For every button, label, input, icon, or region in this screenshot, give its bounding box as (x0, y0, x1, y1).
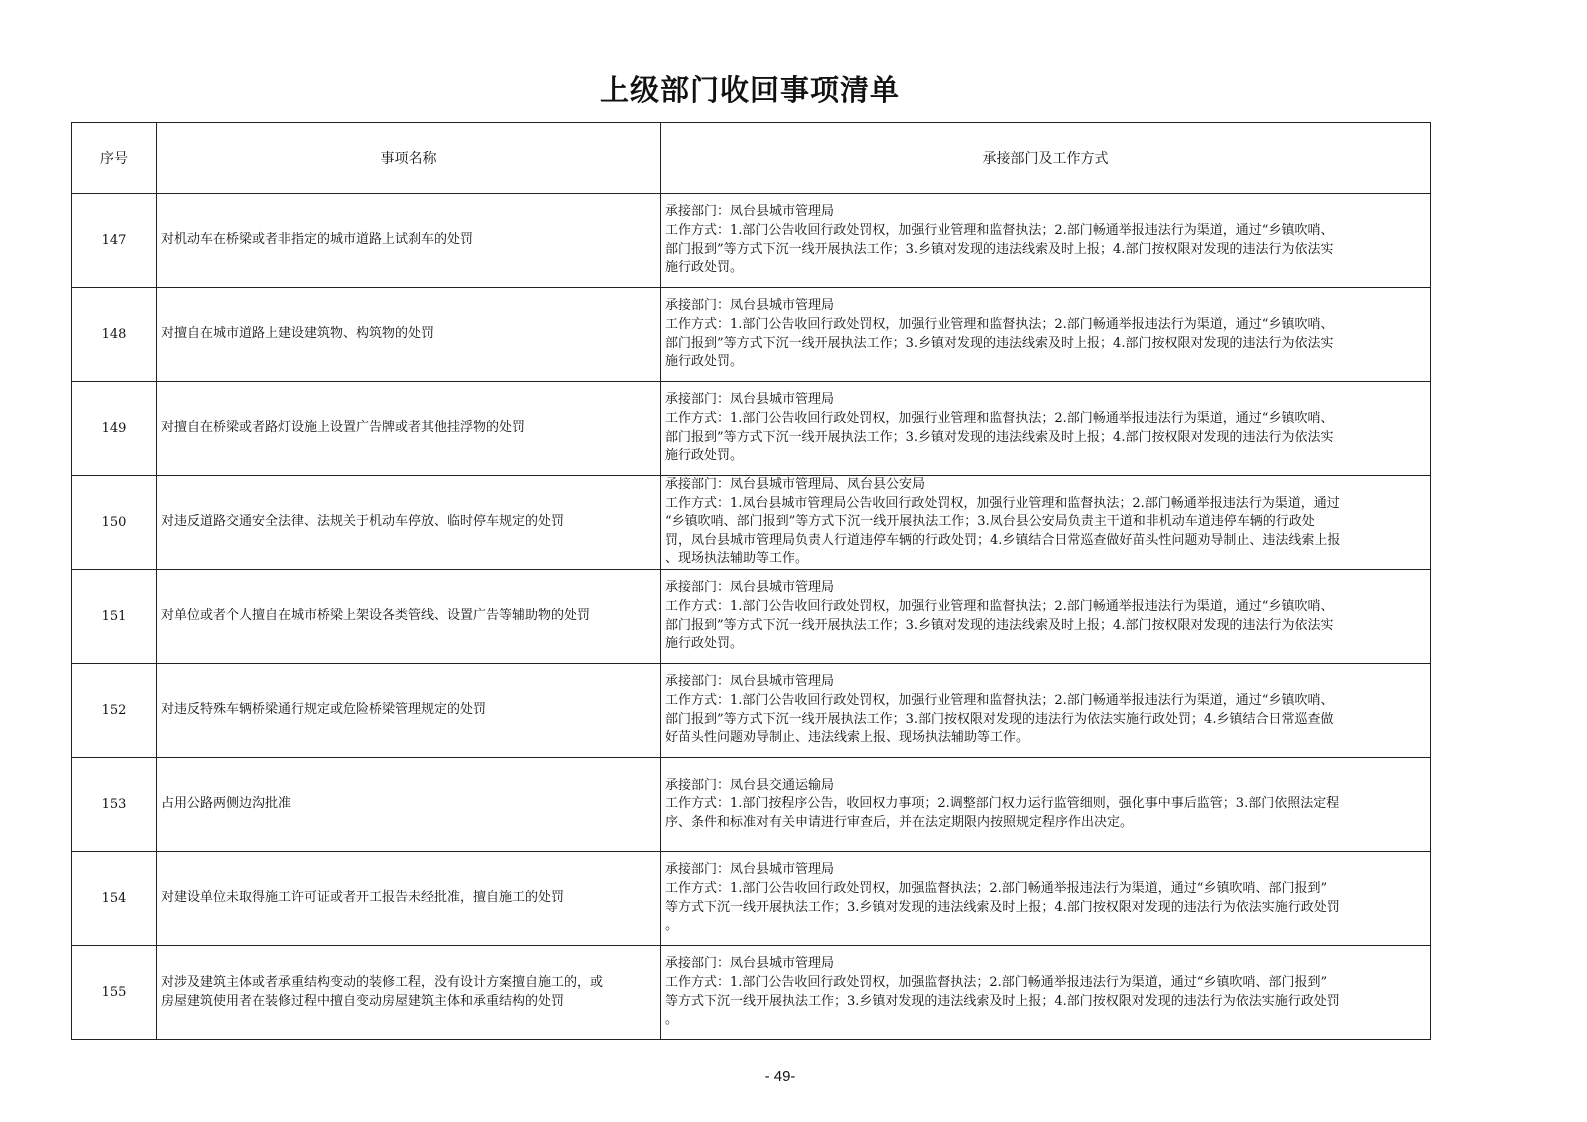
item-name-cell (157, 476, 661, 570)
department-method-cell (661, 758, 1431, 852)
table-row (72, 194, 1431, 288)
department-method-cell (661, 476, 1431, 570)
work-method-line: 工作方式：1.部门公告收回行政处罚权，加强监督执法；2.部门畅通举报违法行为渠道，通过“乡镇吹哨、部门报到” (665, 974, 1328, 990)
department-method-cell (661, 570, 1431, 664)
item-name-line: 对违反道路交通安全法律、法规关于机动车停放、临时停车规定的处罚 (161, 514, 565, 530)
work-method-line: 工作方式：1.部门公告收回行政处罚权，加强行业管理和监督执法；2.部门畅通举报违法行为渠道，通过“乡镇吹哨、 (665, 316, 1334, 332)
items-table (71, 122, 1431, 1040)
header-item-name: 事项名称 (157, 123, 661, 194)
department-line: 承接部门：凤台县城市管理局 (665, 674, 835, 690)
table-row (72, 570, 1431, 664)
table-header-row (72, 123, 1431, 194)
serial-number-cell: 153 (72, 758, 157, 852)
serial-number-cell: 148 (72, 288, 157, 382)
department-method-cell (661, 382, 1431, 476)
header-department-method: 承接部门及工作方式 (661, 123, 1431, 194)
work-method-line: 。 (665, 1012, 679, 1028)
work-method-line: 等方式下沉一线开展执法工作；3.乡镇对发现的违法线索及时上报；4.部门按权限对发现的违法行为依法实施行政处罚 (665, 993, 1340, 1009)
header-serial-number: 序号 (72, 123, 157, 194)
table-row (72, 758, 1431, 852)
table-row (72, 664, 1431, 758)
work-method-line: 施行政处罚。 (665, 636, 744, 652)
work-method-line: 工作方式：1.部门公告收回行政处罚权，加强行业管理和监督执法；2.部门畅通举报违法行为渠道，通过“乡镇吹哨、 (665, 692, 1334, 708)
item-name-line: 对单位或者个人擅自在城市桥梁上架设各类管线、设置广告等辅助物的处罚 (161, 608, 591, 624)
item-name-line: 对擅自在城市道路上建设建筑物、构筑物的处罚 (161, 326, 435, 342)
item-name-line: 房屋建筑使用者在装修过程中擅自变动房屋建筑主体和承重结构的处罚 (161, 993, 565, 1009)
serial-number-cell: 155 (72, 946, 157, 1040)
serial-number-cell: 154 (72, 852, 157, 946)
item-name-cell (157, 194, 661, 288)
work-method-line: 、现场执法辅助等工作。 (665, 551, 809, 567)
item-name-line: 对机动车在桥梁或者非指定的城市道路上试刹车的处罚 (161, 232, 474, 248)
work-method-line: 工作方式：1.凤台县城市管理局公告收回行政处罚权，加强行业管理和监督执法；2.部门畅通举报违法行为渠道，通过 (665, 495, 1340, 511)
work-method-line: 部门报到”等方式下沉一线开展执法工作；3.乡镇对发现的违法线索及时上报；4.部门按权限对发现的违法行为依法实 (665, 241, 1334, 257)
work-method-line: 序、条件和标准对有关申请进行审查后，并在法定期限内按照规定程序作出决定。 (665, 814, 1134, 830)
work-method-line: 部门报到”等方式下沉一线开展执法工作；3.乡镇对发现的违法线索及时上报；4.部门按权限对发现的违法行为依法实 (665, 335, 1334, 351)
table-row (72, 946, 1431, 1040)
work-method-line: 罚，凤台县城市管理局负责人行道违停车辆的行政处罚；4.乡镇结合日常巡查做好苗头性问题劝导制止、违法线索上报 (665, 532, 1341, 548)
department-line: 承接部门：凤台县城市管理局 (665, 392, 835, 408)
item-name-line: 对擅自在桥梁或者路灯设施上设置广告牌或者其他挂浮物的处罚 (161, 420, 526, 436)
work-method-line: 工作方式：1.部门公告收回行政处罚权，加强监督执法；2.部门畅通举报违法行为渠道，通过“乡镇吹哨、部门报到” (665, 880, 1328, 896)
item-name-cell (157, 852, 661, 946)
department-method-cell (661, 288, 1431, 382)
work-method-line: 工作方式：1.部门公告收回行政处罚权，加强行业管理和监督执法；2.部门畅通举报违法行为渠道，通过“乡镇吹哨、 (665, 222, 1334, 238)
work-method-line: 施行政处罚。 (665, 260, 744, 276)
department-line: 承接部门：凤台县城市管理局 (665, 298, 835, 314)
department-line: 承接部门：凤台县城市管理局 (665, 956, 835, 972)
item-name-cell (157, 946, 661, 1040)
serial-number-cell: 149 (72, 382, 157, 476)
serial-number-cell: 150 (72, 476, 157, 570)
table-row (72, 382, 1431, 476)
item-name-cell (157, 664, 661, 758)
work-method-line: 施行政处罚。 (665, 448, 744, 464)
work-method-line: 部门报到”等方式下沉一线开展执法工作；3.部门按权限对发现的违法行为依法实施行政处罚；4.乡镇结合日常巡查做 (665, 711, 1334, 727)
work-method-line: “乡镇吹哨、部门报到”等方式下沉一线开展执法工作；3.凤台县公安局负责主干道和非机动车道违停车辆的行政处 (665, 514, 1315, 530)
table-row (72, 852, 1431, 946)
item-name-cell (157, 758, 661, 852)
table-row (72, 288, 1431, 382)
department-method-cell (661, 852, 1431, 946)
department-line: 承接部门：凤台县城市管理局、凤台县公安局 (665, 477, 926, 493)
work-method-line: 工作方式：1.部门公告收回行政处罚权，加强行业管理和监督执法；2.部门畅通举报违法行为渠道，通过“乡镇吹哨、 (665, 410, 1334, 426)
serial-number-cell: 151 (72, 570, 157, 664)
item-name-line: 对涉及建筑主体或者承重结构变动的装修工程，没有设计方案擅自施工的，或 (161, 974, 604, 990)
page-number: - 49- (764, 1068, 796, 1085)
department-method-cell (661, 946, 1431, 1040)
item-name-cell (157, 288, 661, 382)
work-method-line: 等方式下沉一线开展执法工作；3.乡镇对发现的违法线索及时上报；4.部门按权限对发现的违法行为依法实施行政处罚 (665, 899, 1340, 915)
work-method-line: 工作方式：1.部门公告收回行政处罚权，加强行业管理和监督执法；2.部门畅通举报违法行为渠道，通过“乡镇吹哨、 (665, 598, 1334, 614)
serial-number-cell: 147 (72, 194, 157, 288)
item-name-line: 对建设单位未取得施工许可证或者开工报告未经批准，擅自施工的处罚 (161, 890, 565, 906)
department-line: 承接部门：凤台县城市管理局 (665, 580, 835, 596)
page-title: 上级部门收回事项清单 (599, 73, 900, 107)
item-name-line: 占用公路两侧边沟批准 (161, 796, 292, 812)
work-method-line: 部门报到”等方式下沉一线开展执法工作；3.乡镇对发现的违法线索及时上报；4.部门按权限对发现的违法行为依法实 (665, 429, 1334, 445)
department-line: 承接部门：凤台县城市管理局 (665, 862, 835, 878)
work-method-line: 施行政处罚。 (665, 354, 744, 370)
department-line: 承接部门：凤台县城市管理局 (665, 204, 835, 220)
serial-number-cell: 152 (72, 664, 157, 758)
table-row (72, 476, 1431, 570)
department-method-cell (661, 194, 1431, 288)
department-line: 承接部门：凤台县交通运输局 (665, 777, 835, 793)
item-name-cell (157, 570, 661, 664)
work-method-line: 工作方式：1.部门按程序公告，收回权力事项；2.调整部门权力运行监管细则，强化事中事后监管；3.部门依照法定程 (665, 796, 1340, 812)
item-name-cell (157, 382, 661, 476)
item-name-line: 对违反特殊车辆桥梁通行规定或危险桥梁管理规定的处罚 (161, 702, 487, 718)
work-method-line: 。 (665, 918, 679, 934)
work-method-line: 好苗头性问题劝导制止、违法线索上报、现场执法辅助等工作。 (665, 730, 1030, 746)
department-method-cell (661, 664, 1431, 758)
work-method-line: 部门报到”等方式下沉一线开展执法工作；3.乡镇对发现的违法线索及时上报；4.部门按权限对发现的违法行为依法实 (665, 617, 1334, 633)
